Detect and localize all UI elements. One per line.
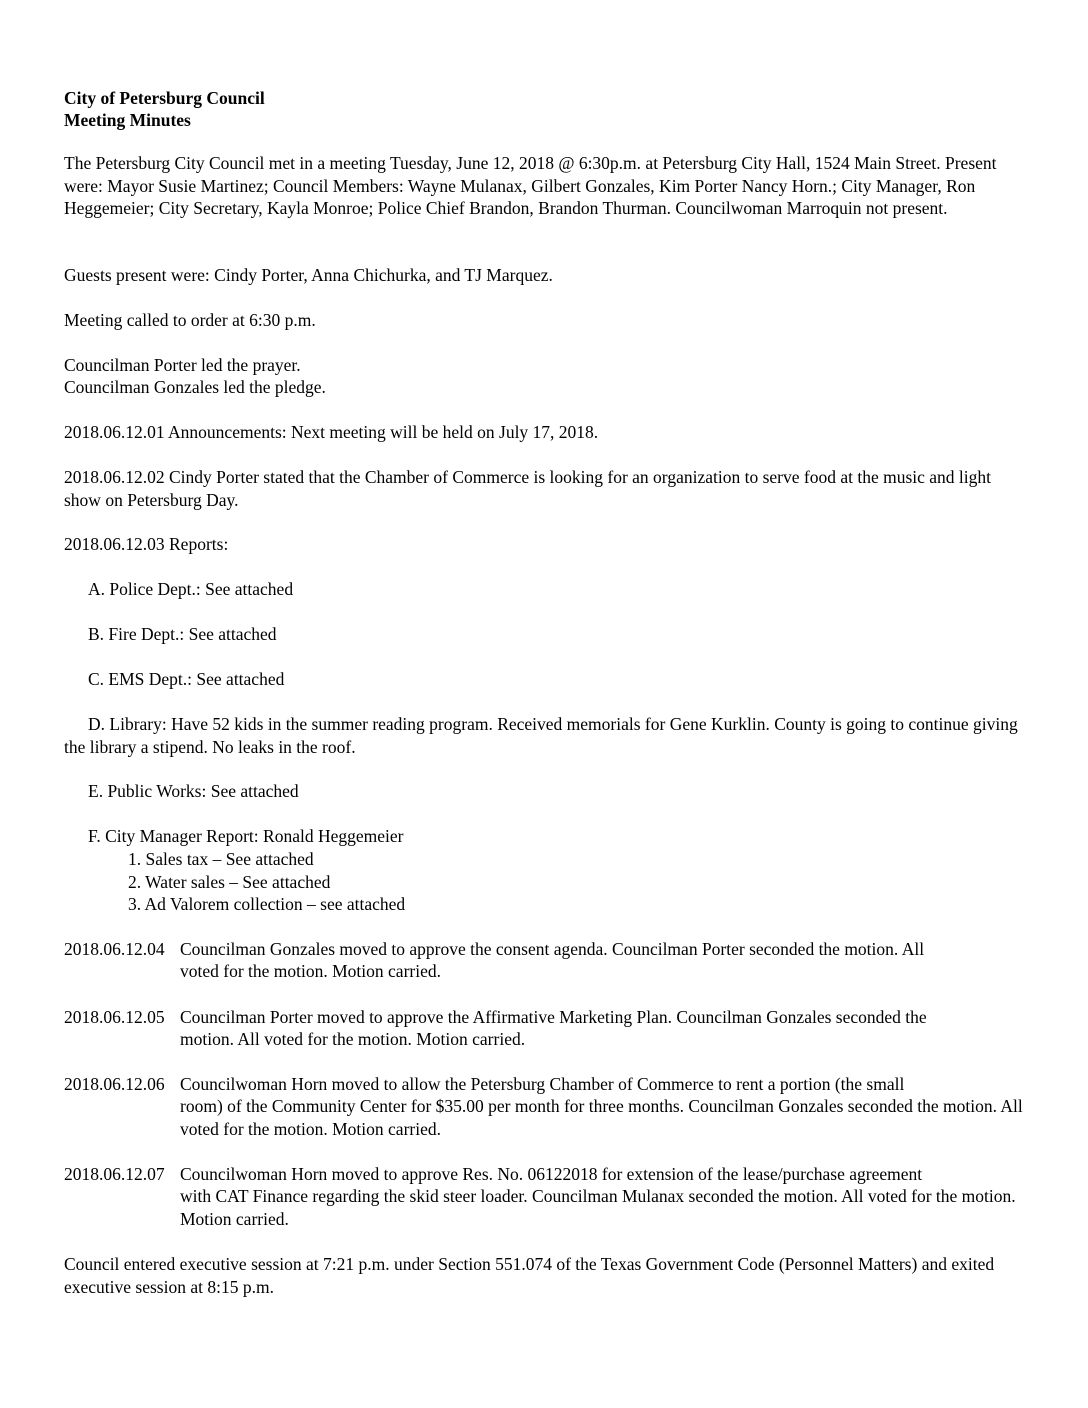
item-text-rest: room) of the Community Center for $35.00 per month for three months. Councilman Gonzales seconded the motion. All voted for the motion. Motion carried. [180,1096,1023,1139]
item-number: 2018.06.12.04 [64,939,165,959]
report-police: A. Police Dept.: See attached [88,579,294,599]
list-item: 1. Sales tax – See attached [128,849,314,869]
item-text-first-line: Councilwoman Horn moved to approve Res. No. 06122018 for extension of the lease/purchase agreement [180,1164,923,1184]
city-manager-list [128,848,1088,916]
list-item: 2. Water sales – See attached [128,871,331,892]
report-ems: C. EMS Dept.: See attached [88,669,285,689]
call-to-order: Meeting called to order at 6:30 p.m. [64,310,316,330]
report-fire: B. Fire Dept.: See attached [88,624,277,644]
attendance-paragraph: The Petersburg City Council met in a meeting Tuesday, June 12, 2018 @ 6:30p.m. at Petersburg City Hall, 1524 Main Street. Present were: Mayor Susie Martinez; Council Members: Wayne Mulanax, Gilbert Gonzales, Kim Porter Nancy Horn.; City Manager, Ron Heggemeier; City Secretary, Kayla Monroe; Police Chief Brandon, Brandon Thurman. Councilwoman Marroquin not present. [64,153,997,218]
item-number: 2018.06.12.05 [64,1007,165,1027]
item-text-first-line: Councilman Porter moved to approve the Affirmative Marketing Plan. Councilman Gonzales seconded the [180,1007,927,1027]
item-public-comment: 2018.06.12.02 Cindy Porter stated that the Chamber of Commerce is looking for an organization to serve food at the music and light show on Petersburg Day. [64,467,991,510]
prayer-line: Councilman Porter led the prayer. [64,355,301,375]
document-subtitle: Meeting Minutes [64,110,191,130]
item-text-rest: motion. All voted for the motion. Motion carried. [180,1029,526,1049]
pledge-line: Councilman Gonzales led the pledge. [64,377,326,397]
report-public-works: E. Public Works: See attached [88,781,299,801]
item-text-rest: with CAT Finance regarding the skid steer loader. Councilman Mulanax seconded the motion. All voted for the motion. Motion carried. [180,1186,1016,1229]
item-text-first-line: Councilwoman Horn moved to allow the Petersburg Chamber of Commerce to rent a portion (the small [180,1074,905,1094]
item-announcements: 2018.06.12.01 Announcements: Next meeting will be held on July 17, 2018. [64,422,599,442]
item-text-rest: voted for the motion. Motion carried. [180,961,441,981]
document-title: City of Petersburg Council [64,88,265,108]
item-reports-heading: 2018.06.12.03 Reports: [64,534,229,554]
item-number: 2018.06.12.07 [64,1164,165,1184]
item-text-first-line: Councilman Gonzales moved to approve the consent agenda. Councilman Porter seconded the motion. All [180,939,925,959]
list-item: 3. Ad Valorem collection – see attached [128,894,406,914]
report-library: D. Library: Have 52 kids in the summer reading program. Received memorials for Gene Kurklin. County is going to continue giving the library a stipend. No leaks in the roof. [64,714,1018,757]
item-number: 2018.06.12.06 [64,1074,165,1094]
guests-paragraph: Guests present were: Cindy Porter, Anna Chichurka, and TJ Marquez. [64,265,553,285]
report-city-manager: F. City Manager Report: Ronald Heggemeier [88,826,404,846]
executive-session-paragraph: Council entered executive session at 7:21 p.m. under Section 551.074 of the Texas Government Code (Personnel Matters) and exited executive session at 8:15 p.m. [64,1254,995,1297]
